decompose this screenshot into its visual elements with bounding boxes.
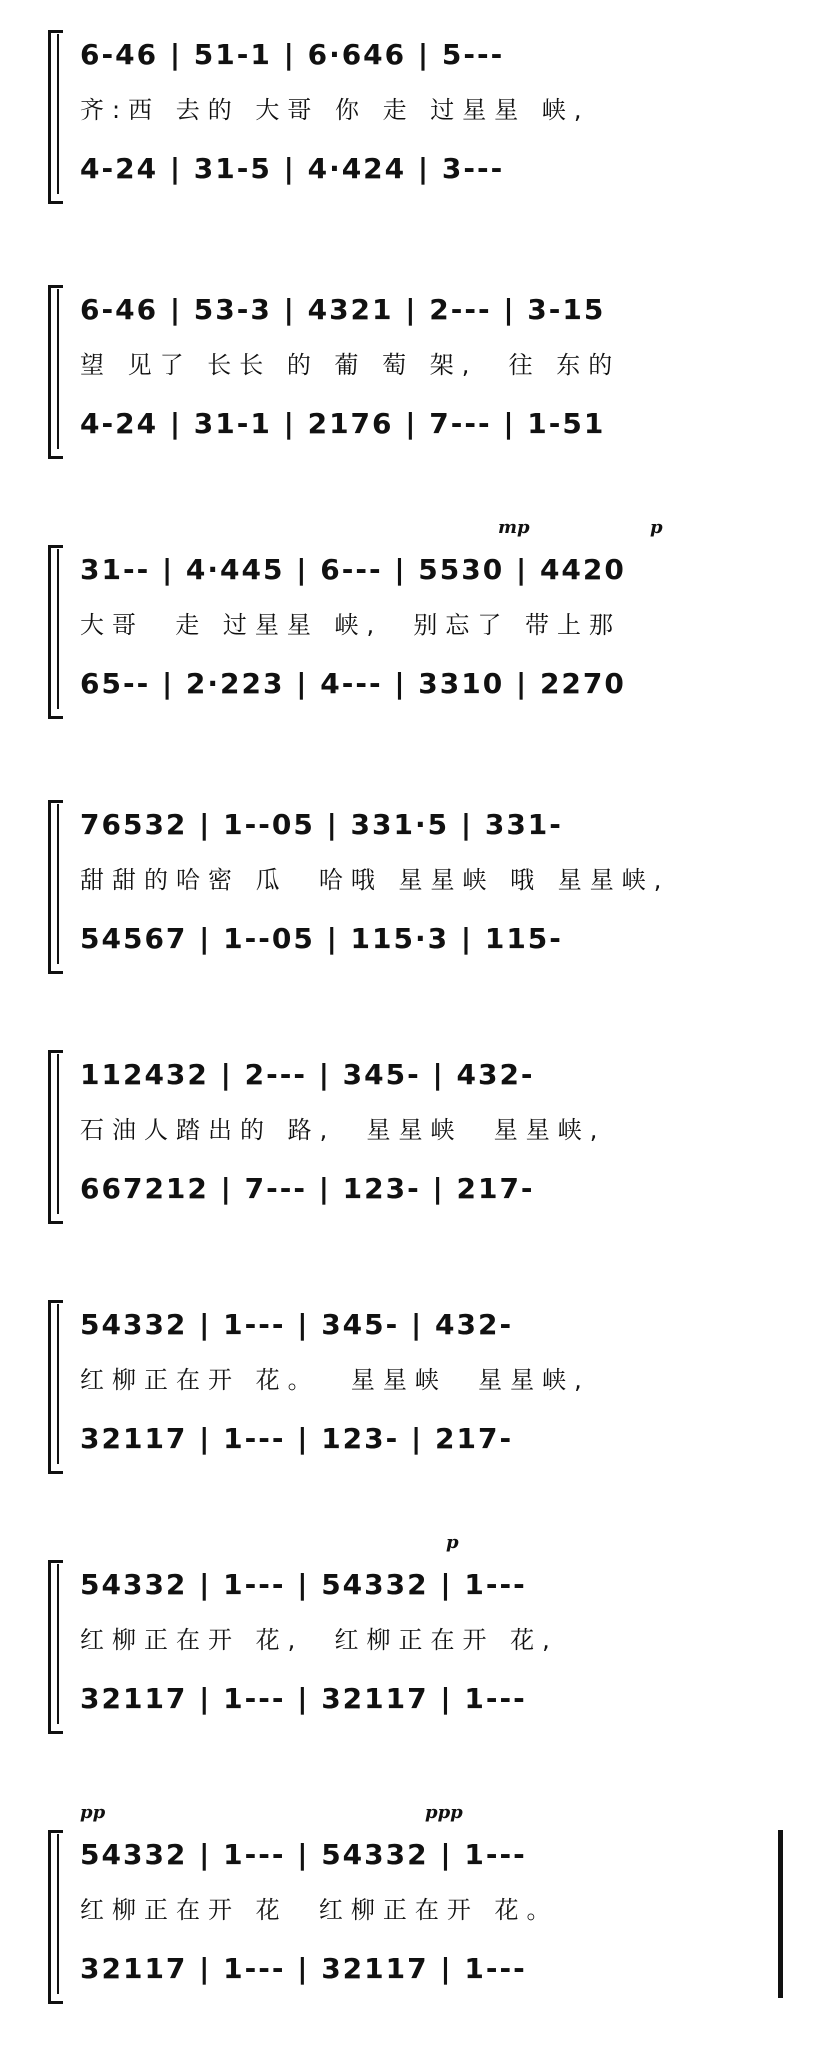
lower-voice-line: 667212 | 7--- | 123- | 217- xyxy=(80,1172,535,1205)
system-brace-inner xyxy=(57,289,65,449)
lyric-line: 红柳正在开 花, 红柳正在开 花, xyxy=(80,1626,558,1654)
score-system-7 xyxy=(0,1532,821,1770)
lower-voice-line: 4-24 | 31-1 | 2176 | 7--- | 1-51 xyxy=(80,407,606,440)
lower-voice-line: 32117 | 1--- | 32117 | 1--- xyxy=(80,1682,527,1715)
score-system-6 xyxy=(0,1300,821,1510)
system-brace-inner xyxy=(57,1054,65,1214)
dynamic-mark-pp: pp xyxy=(80,1802,106,1823)
system-brace-inner xyxy=(57,34,65,194)
lower-voice-line: 65-- | 2·223 | 4--- | 3310 | 2270 xyxy=(80,667,626,700)
upper-voice-line: 76532 | 1--05 | 331·5 | 331- xyxy=(80,808,563,841)
lower-voice-line: 32117 | 1--- | 32117 | 1--- xyxy=(80,1952,527,1985)
dynamic-mark-ppp: ppp xyxy=(425,1802,463,1823)
score-system-8 xyxy=(0,1802,821,2040)
lyric-line: 望 见了 长长 的 葡 萄 架, 往 东的 xyxy=(80,351,621,379)
system-brace-inner xyxy=(57,804,65,964)
system-brace-inner xyxy=(57,1834,65,1994)
score-system-4 xyxy=(0,800,821,1010)
score-system-2 xyxy=(0,285,821,495)
lyric-line: 大哥 走 过星星 峡, 别忘了 带上那 xyxy=(80,611,622,639)
lyric-line: 石油人踏出的 路, 星星峡 星星峡, xyxy=(80,1116,606,1144)
lyric-line: 红柳正在开 花。 星星峡 星星峡, xyxy=(80,1366,590,1394)
lyric-line: 红柳正在开 花 红柳正在开 花。 xyxy=(80,1896,559,1924)
final-barline xyxy=(778,1830,783,1998)
lower-voice-line: 54567 | 1--05 | 115·3 | 115- xyxy=(80,922,563,955)
upper-voice-line: 54332 | 1--- | 54332 | 1--- xyxy=(80,1568,527,1601)
upper-voice-line: 54332 | 1--- | 54332 | 1--- xyxy=(80,1838,527,1871)
system-brace-inner xyxy=(57,1304,65,1464)
lyric-line: 甜甜的哈密 瓜 哈哦 星星峡 哦 星星峡, xyxy=(80,866,670,894)
upper-voice-line: 31-- | 4·445 | 6--- | 5530 | 4420 xyxy=(80,553,626,586)
upper-voice-line: 54332 | 1--- | 345- | 432- xyxy=(80,1308,514,1341)
lyric-line: 齐:西 去的 大哥 你 走 过星星 峡, xyxy=(80,96,590,124)
score-system-1 xyxy=(0,30,821,240)
system-brace-inner xyxy=(57,549,65,709)
dynamic-mark-mp: mp xyxy=(498,517,530,538)
upper-voice-line: 112432 | 2--- | 345- | 432- xyxy=(80,1058,535,1091)
dynamic-mark-p: p xyxy=(446,1532,459,1553)
lower-voice-line: 32117 | 1--- | 123- | 217- xyxy=(80,1422,514,1455)
dynamic-mark-p: p xyxy=(650,517,663,538)
system-brace-inner xyxy=(57,1564,65,1724)
score-system-3 xyxy=(0,517,821,755)
score-system-5 xyxy=(0,1050,821,1260)
lower-voice-line: 4-24 | 31-5 | 4·424 | 3--- xyxy=(80,152,505,185)
upper-voice-line: 6-46 | 51-1 | 6·646 | 5--- xyxy=(80,38,505,71)
upper-voice-line: 6-46 | 53-3 | 4321 | 2--- | 3-15 xyxy=(80,293,606,326)
